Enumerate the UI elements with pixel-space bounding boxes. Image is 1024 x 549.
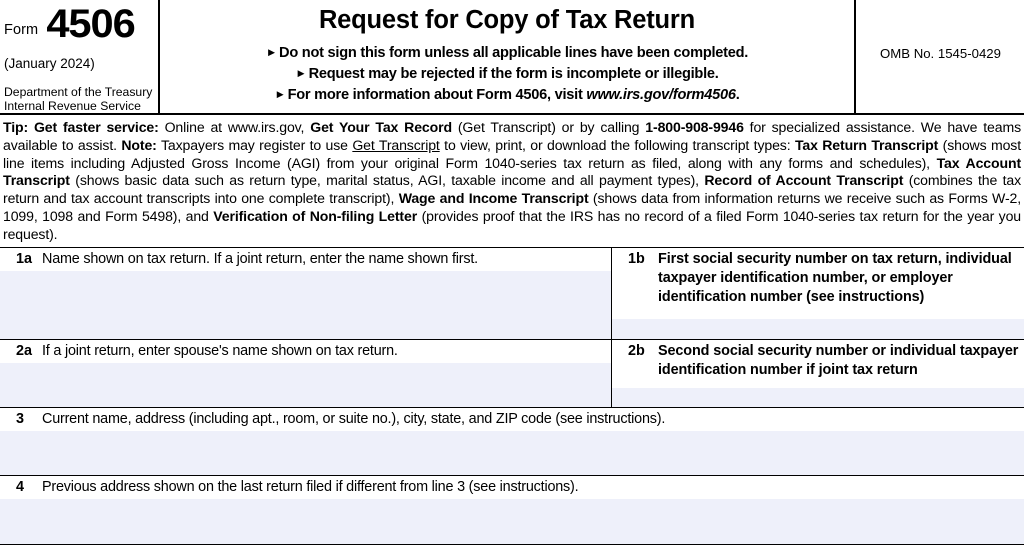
field-3-text: Current name, address (including apt., room, or suite no.), city, state, and ZIP code (see instructions). (42, 411, 666, 427)
field-2b[interactable] (612, 340, 1024, 407)
department-block (4, 85, 154, 114)
tip-lead: Tip: Get faster service: (3, 119, 159, 135)
field-1b[interactable] (612, 248, 1024, 339)
tip-bold-8: Verification of Non-filing Letter (213, 208, 418, 225)
field-2b-number: 2b (628, 343, 645, 359)
tip-paragraph (1, 119, 1023, 244)
field-1a-label (0, 248, 611, 269)
field-4-text: Previous address shown on the last return filed if different from line 3 (see instructions). (42, 479, 579, 495)
tip-bold-6: Record of Account Transcript (704, 172, 904, 189)
tip-seg-1: Online at www.irs.gov, (158, 119, 311, 135)
field-3[interactable] (0, 408, 1024, 475)
revision-date: (January 2024) (4, 56, 95, 71)
form-row-1 (0, 248, 1024, 340)
field-1a[interactable] (0, 248, 612, 339)
header-instruction-2-text: Request may be rejected if the form is incomplete or illegible. (308, 66, 719, 83)
form-row-2 (0, 340, 1024, 408)
field-2a-input[interactable] (0, 363, 611, 407)
header-instruction-3 (160, 85, 854, 106)
header-instruction-2 (160, 64, 854, 85)
tip-seg-5: to view, print, or download the following transcript types: (439, 136, 795, 153)
field-4-input[interactable] (0, 499, 1024, 544)
tip-seg-6: (shows most line items including Adjusted Gross Income (AGI) from your original Form 1040-series tax return as filed, along with any forms and schedules), (3, 136, 1022, 171)
tip-seg-2: (Get Transcript) or by calling (451, 119, 646, 135)
header-instruction-3-prefix: For more information about Form 4506, visit (287, 87, 587, 104)
field-1a-number: 1a (16, 251, 33, 267)
header-instruction-3-suffix: . (735, 87, 740, 104)
header-left-block (0, 0, 160, 113)
field-1a-input[interactable] (0, 271, 611, 339)
tip-bold-5: Tax Account Transcript (3, 154, 1022, 189)
header-center-block (160, 0, 856, 113)
header-instructions (160, 43, 854, 106)
form-lines (0, 248, 1024, 545)
form-number: 4506 (46, 2, 135, 46)
department-line-1: Department of the Treasury (4, 85, 153, 99)
tip-seg-10: (provides proof that the IRS has no record of a filed Form 1040-series tax return for the year you request). (3, 208, 1021, 242)
header-instruction-1 (160, 43, 854, 64)
field-1b-number: 1b (628, 251, 645, 267)
field-3-input[interactable] (0, 431, 1024, 475)
field-2a[interactable] (0, 340, 612, 407)
form-identifier (4, 2, 154, 44)
field-1b-label (612, 248, 1024, 307)
tip-seg-7: (shows basic data such as return type, marital status, AGI, taxable income and all payment types), (69, 172, 705, 189)
field-2b-label (612, 340, 1024, 380)
form-row-4 (0, 476, 1024, 545)
field-2a-label (0, 340, 611, 361)
tip-bold-1: Get Your Tax Record (310, 119, 452, 135)
field-3-number: 3 (16, 411, 25, 427)
tip-seg-9: (shows data from information returns we receive such as Forms W-2, 1099, 1098 and Form 5498), and (3, 190, 1021, 225)
get-transcript-link[interactable]: Get Transcript (352, 136, 440, 153)
field-2a-text: If a joint return, enter spouse's name shown on tax return. (42, 343, 398, 359)
field-4-label (0, 476, 1024, 497)
tip-bold-4: Tax Return Transcript (794, 136, 939, 153)
right-triangle-icon: ► (265, 47, 278, 60)
right-triangle-icon: ► (274, 89, 286, 102)
field-1b-text: First social security number on tax return, individual taxpayer identification number, or employer identification number (see instructions) (658, 251, 1012, 306)
tip-bold-7: Wage and Income Transcript (398, 190, 589, 207)
form-row-3 (0, 408, 1024, 476)
header-instruction-1-text: Do not sign this form unless all applicable lines have been completed. (279, 45, 749, 62)
field-4-number: 4 (16, 479, 25, 495)
field-3-label (0, 408, 1024, 429)
field-1b-input[interactable] (612, 319, 1024, 339)
form-header (0, 0, 1024, 115)
field-4[interactable] (0, 476, 1024, 544)
form-word-label: Form (4, 21, 39, 38)
page-title: Request for Copy of Tax Return (318, 6, 696, 34)
omb-number: OMB No. 1545-0429 (880, 46, 1001, 61)
field-1a-text: Name shown on tax return. If a joint return, enter the name shown first. (42, 251, 478, 267)
tip-seg-4: Taxpayers may register to use (156, 136, 353, 153)
tip-bold-2: 1-800-908-9946 (645, 119, 744, 135)
tip-seg-8: (combines the tax return and tax account transcripts into one complete transcript), (3, 172, 1021, 207)
header-right-block (856, 0, 1024, 113)
form-4506-url[interactable]: www.irs.gov/form4506 (586, 87, 736, 104)
tip-bold-3: Note: (121, 136, 157, 153)
field-2a-number: 2a (16, 343, 33, 359)
tip-section (0, 115, 1024, 248)
field-2b-text: Second social security number or individual taxpayer identification number if joint tax return (658, 343, 1019, 379)
field-2b-input[interactable] (612, 388, 1024, 407)
department-line-2: Internal Revenue Service (4, 99, 141, 114)
tip-seg-3: for specialized assistance. We have teams available to assist. (3, 119, 1021, 153)
right-triangle-icon: ► (295, 68, 307, 81)
